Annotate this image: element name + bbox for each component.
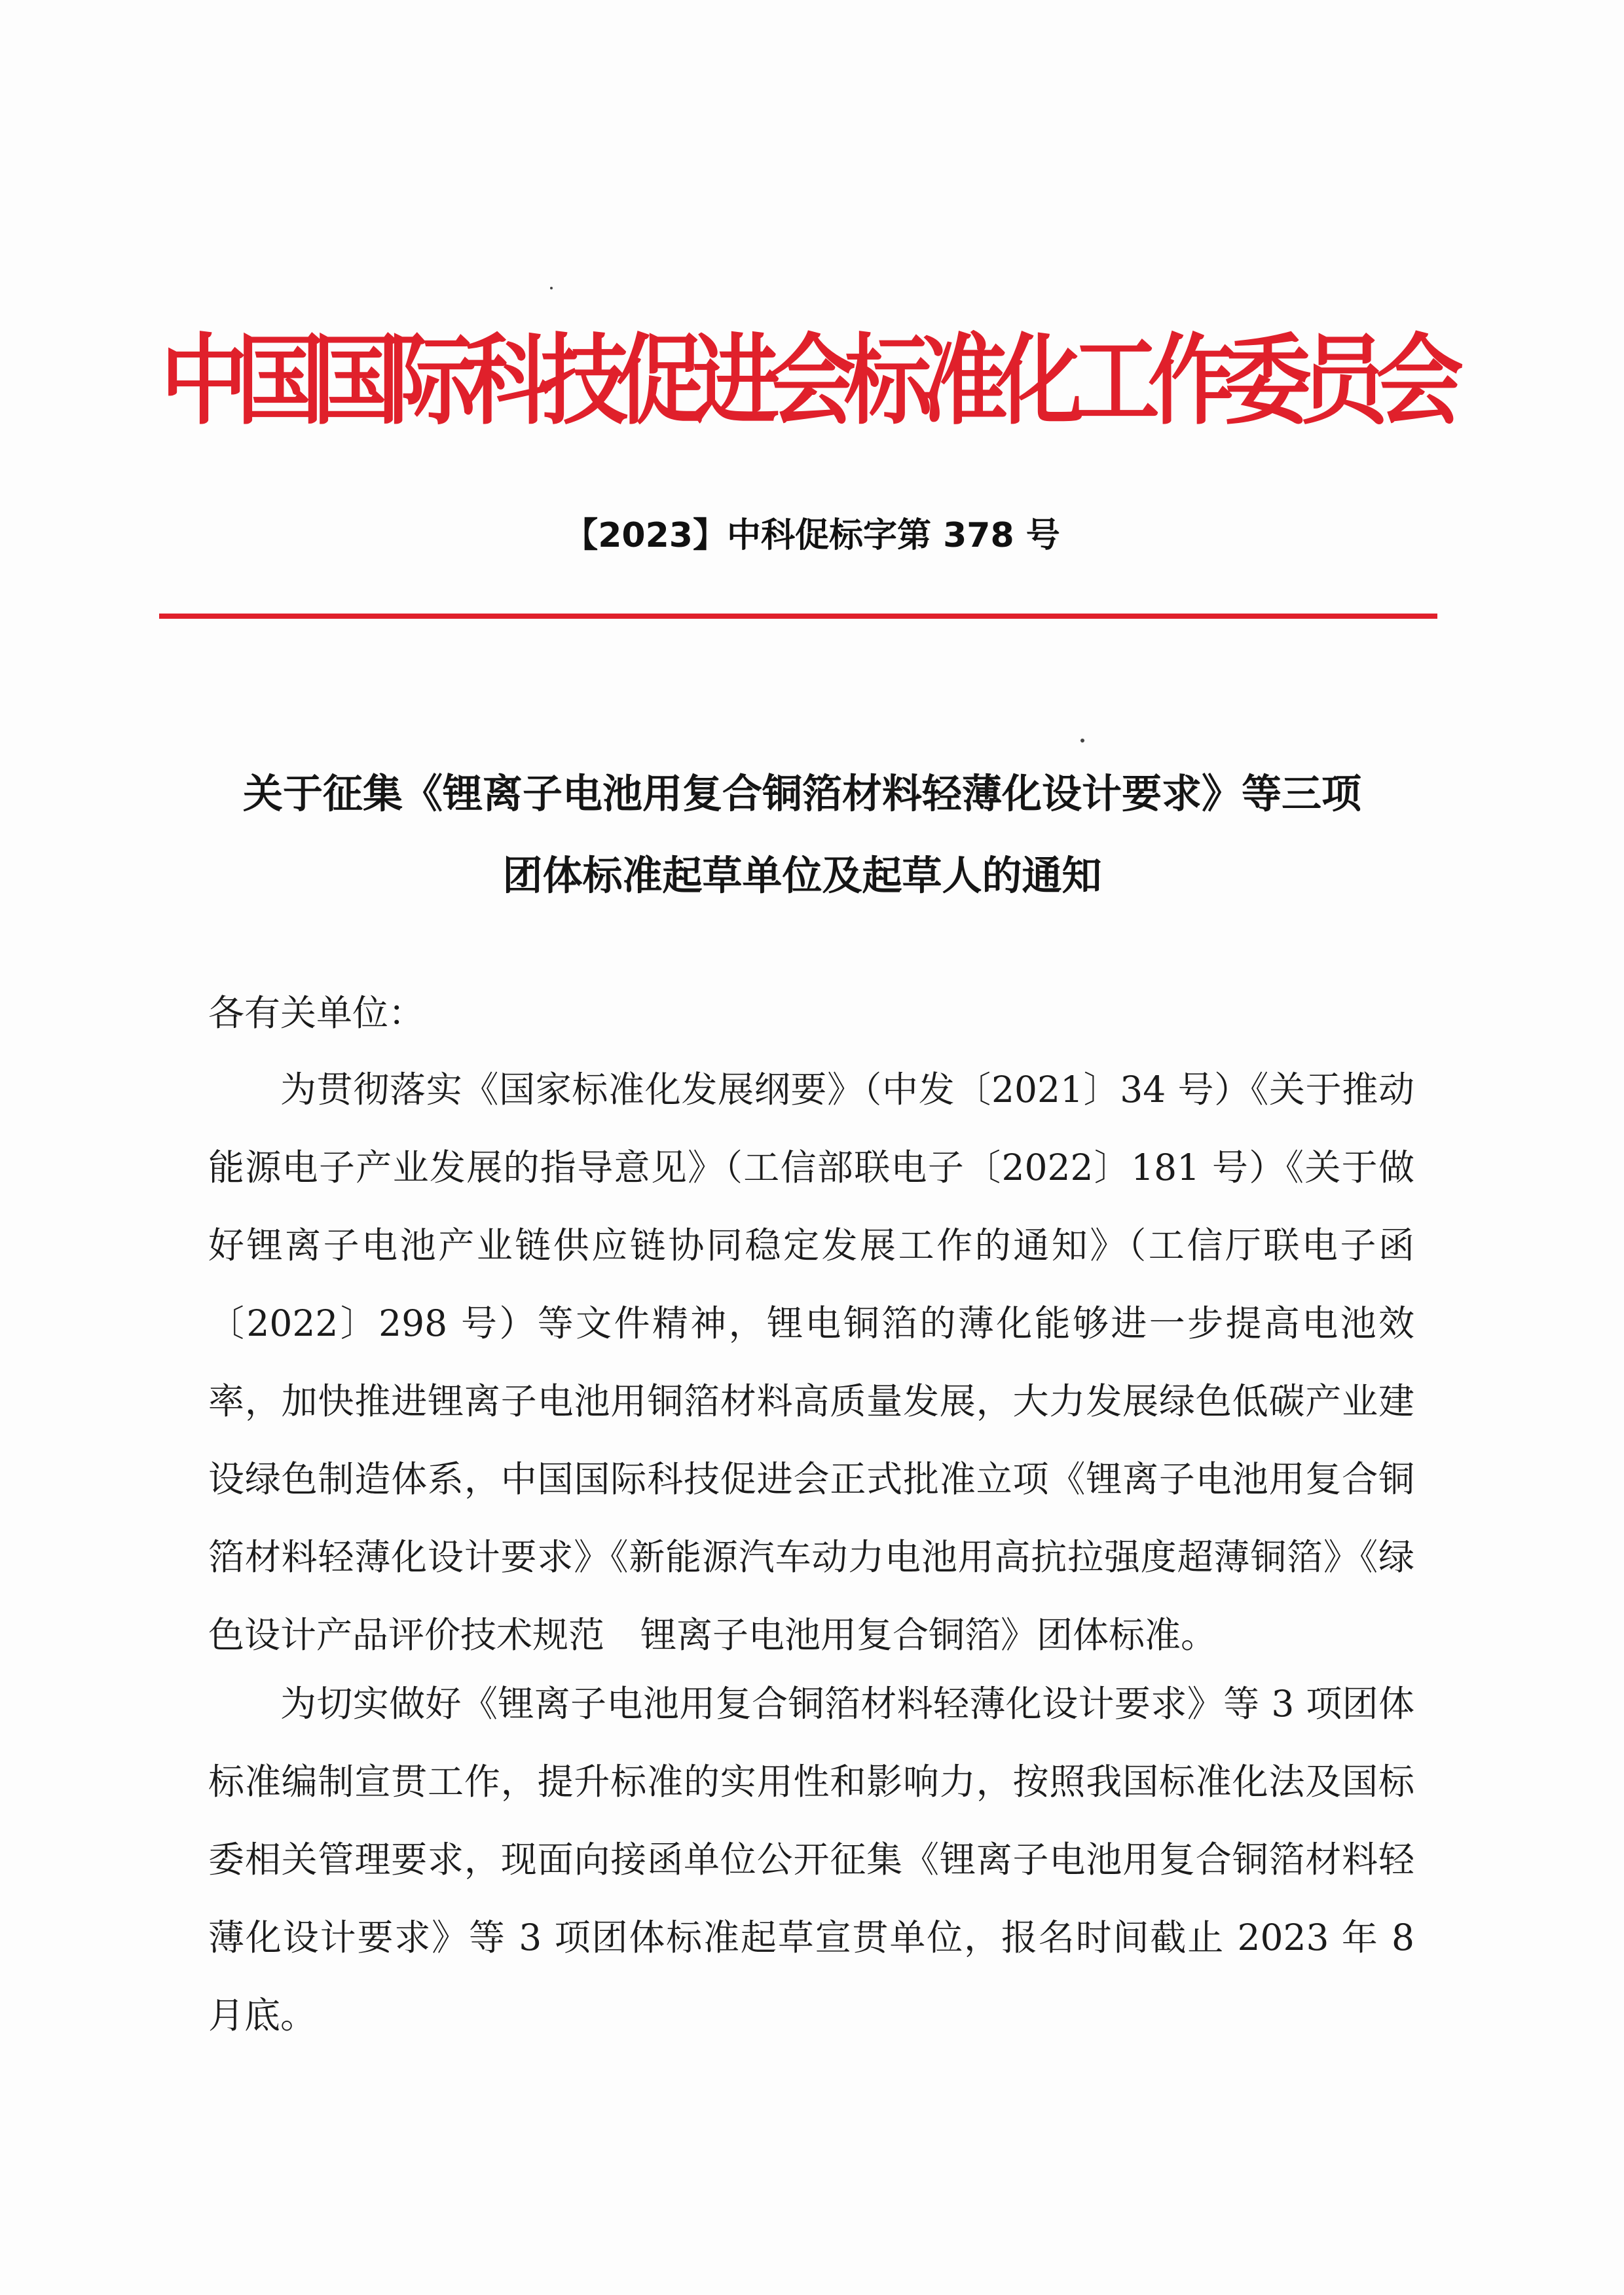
notice-title-line-2: 团体标准起草单位及起草人的通知: [502, 853, 1102, 899]
letterhead-divider: [159, 614, 1437, 619]
scan-speck: [550, 287, 553, 289]
scan-speck: [1080, 739, 1084, 743]
salutation: 各有关单位：: [208, 992, 425, 1034]
notice-title-line-1: 关于征集《锂离子电池用复合铜箔材料轻薄化设计要求》等三项: [242, 771, 1361, 817]
organization-letterhead: 中国国际科技促进会标准化工作委员会: [160, 323, 1452, 439]
document-number: 【2023】中科促标字第 378 号: [564, 516, 1060, 555]
body-paragraph-2: 为切实做好《锂离子电池用复合铜箔材料轻薄化设计要求》等 3 项团体标准编制宣贯工作，提升标准的实用性和影响力，按照我国标准化法及国标委相关管理要求，现面向接函单位公开征集《锂离子电池用复合铜箔材料轻薄化设计要求》等 3 项团体标准起草宣贯单位，报名时间截止 2023 年 8 月底。: [208, 1683, 1414, 2036]
notice-title: [164, 753, 1441, 917]
body-paragraph-1: 为贯彻落实《国家标准化发展纲要》（中发〔2021〕34 号）《关于推动能源电子产业发展的指导意见》（工信部联电子〔2022〕181 号）《关于做好锂离子电池产业链供应链协同稳定发展工作的通知》（工信厅联电子函〔2022〕298 号）等文件精神，锂电铜箔的薄化能够进一步提高电池效率，加快推进锂离子电池用铜箔材料高质量发展，大力发展绿色低碳产业建设绿色制造体系，中国国际科技促进会正式批准立项《锂离子电池用复合铜箔材料轻薄化设计要求》《新能源汽车动力电池用高抗拉强度超薄铜箔》《绿色设计产品评价技术规范 锂离子电池用复合铜箔》团体标准。: [208, 1069, 1414, 1656]
